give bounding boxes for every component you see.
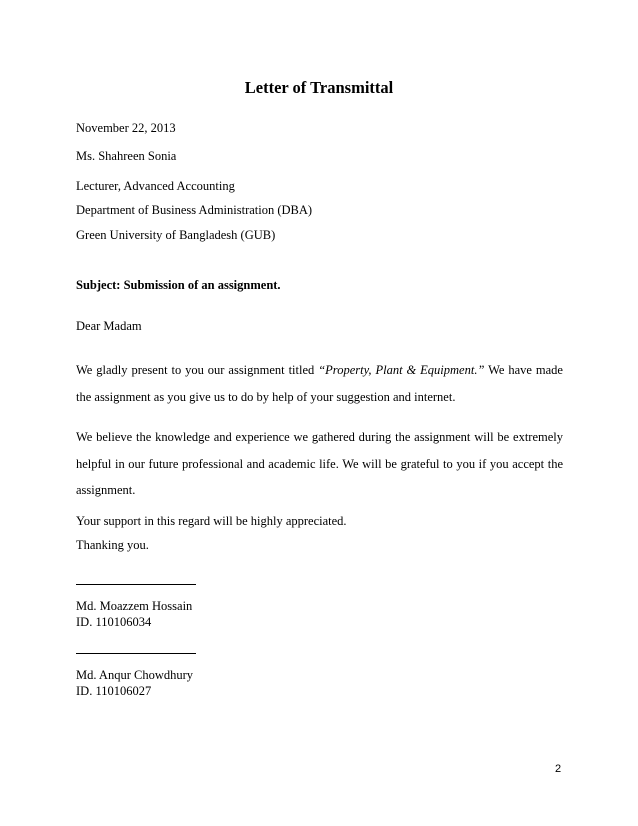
- signatory-2-name: Md. Anqur Chowdhury: [76, 668, 194, 682]
- recipient-position: Lecturer, Advanced Accounting: [76, 179, 235, 193]
- signature-line-2: [76, 653, 196, 654]
- paragraph-1-intro: We gladly present to you our assignment titled: [76, 363, 319, 377]
- salutation: Dear Madam: [76, 319, 142, 333]
- assignment-title: “Property, Plant & Equipment.”: [318, 363, 485, 377]
- recipient-department: Department of Business Administration (DBA): [76, 203, 313, 217]
- body-paragraph-1: [76, 357, 563, 410]
- recipient-name: Ms. Shahreen Sonia: [76, 149, 177, 163]
- signatory-1-name: Md. Moazzem Hossain: [76, 599, 193, 613]
- letter-subject: Subject: Submission of an assignment.: [76, 278, 281, 292]
- thanks-line: Thanking you.: [76, 538, 149, 552]
- recipient-university: Green University of Bangladesh (GUB): [76, 228, 276, 242]
- letter-title: Letter of Transmittal: [244, 78, 394, 97]
- closing-line: Your support in this regard will be highly appreciated.: [76, 514, 347, 528]
- signatory-1-id: ID. 110106034: [76, 615, 152, 629]
- page-number: 2: [555, 763, 562, 775]
- signature-line-1: [76, 584, 196, 585]
- letter-date: November 22, 2013: [76, 121, 176, 135]
- body-paragraph-2: We believe the knowledge and experience we gathered during the assignment will be extremely helpful in our future professional and academic life. We will be grateful to you if you accept the assignment.: [76, 430, 563, 497]
- signatory-2-id: ID. 110106027: [76, 684, 152, 698]
- paragraph-1-rest: We have made the assignment as you give us to do by help of your suggestion and internet.: [76, 363, 563, 404]
